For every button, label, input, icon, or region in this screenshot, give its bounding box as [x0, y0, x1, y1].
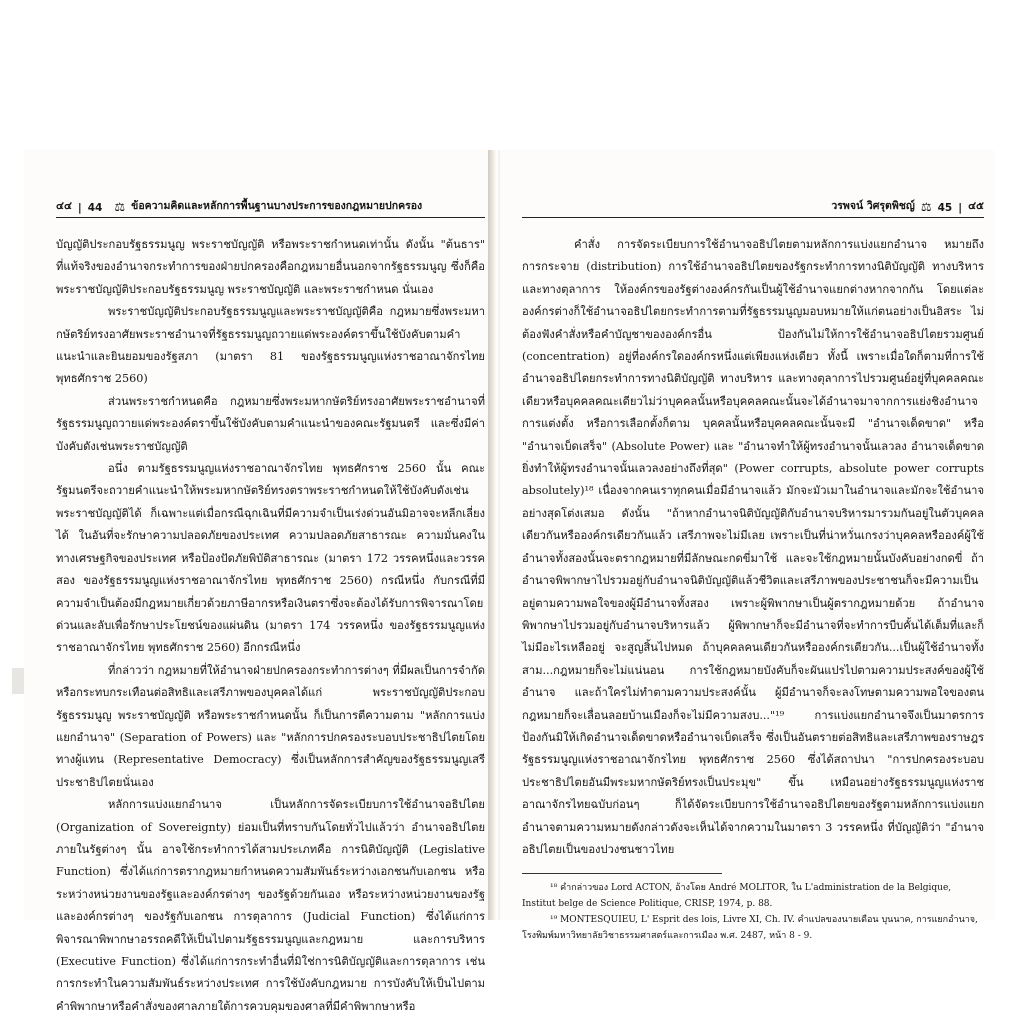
- page-separator: |: [958, 202, 963, 214]
- page-number: 44: [87, 202, 103, 214]
- paragraph: คำสั่ง การจัดระเบียบการใช้อำนาจอธิปไตยตามหลักการแบ่งแยกอำนาจ หมายถึง การกระจาย (distribution) การใช้อำนาจอธิปไตยของรัฐกระทำการทางนิติบัญญัติ ทางบริหาร และทางตุลาการ ให้องค์กรของรัฐต่างองค์กรกันเป็นผู้ใช้อำนาจแยกต่างหากจากกัน โดยแต่ละองค์กรต่างก็ใช้อำนาจอธิปไตยกระทำการตามที่รัฐธรรมนูญมอบหมายให้แก่ตนอย่างเป็นอิสระ ไม่ต้องฟังคำสั่งหรือคำบัญชาขององค์กรอื่น ป้องกันไม่ให้การใช้อำนาจอธิปไตยรวมศูนย์ (concentration) อยู่ที่องค์กรใดองค์กรหนึ่งแต่เพียงแห่งเดียว ทั้งนี้ เพราะเมื่อใดก็ตามที่การใช้อำนาจอธิปไตยกระทำการทางนิติบัญญัติ ทางบริหาร และทางตุลาการไปรวมศูนย์อยู่ที่บุคคลคณะเดียวหรือบุคคลคณะเดียวไม่ว่าบุคคลนั้นหรือบุคคลคณะนั้นจะได้อำนาจมาจากการแย่งชิงอำนาจ การแต่งตั้ง หรือการเลือกตั้งก็ตาม บุคคลนั้นหรือบุคคลคณะนั้นจะมี "อำนาจเด็ดขาด" หรือ "อำนาจเบ็ดเสร็จ" (Absolute Power) และ "อำนาจทำให้ผู้ทรงอำนาจนั้นเลวลง อำนาจเด็ดขาดยิ่งทำให้ผู้ทรงอำนาจนั้นเลวลงอย่างถึงที่สุด" (Power corrupts, absolute power corrupts absolutely)¹⁸ เนื่องจากคนเราทุกคนเมื่อมีอำนาจแล้ว มักจะมัวเมาในอำนาจและมักจะใช้อำนาจอย่างสุดโต่งเสมอ ดังนั้น "ถ้าหากอำนาจนิติบัญญัติกับอำนาจบริหารมารวมกันอยู่ในตัวบุคคลเดียวกันหรือองค์กรเดียวกันแล้ว เสรีภาพจะไม่มีเลย เพราะเป็นที่น่าหวั่นเกรงว่าบุคคลหรือองค์ผู้ใช้อำนาจทั้งสองนั้นจะตรากฎหมายที่มีลักษณะกดขี่มาใช้ และจะใช้กฎหมายนั้นบังคับอย่างกดขี่ ถ้าอำนาจพิพากษาไปรวมอยู่กับอำนาจนิติบัญญัติแล้วชีวิตและเสรีภาพของประชาชนก็จะมีความเป็นอยู่ตามความพอใจของผู้มีอำนาจทั้งสอง เพราะผู้พิพากษาเป็นผู้ตรากฎหมายด้วย ถ้าอำนาจพิพากษาไปรวมอยู่กับอำนาจบริหารแล้ว ผู้พิพากษาก็จะมีอำนาจที่จะทำการบีบคั้นได้เต็มที่และก็ไม่มีอะไรเหลืออยู่ จะสูญสิ้นไปหมด ถ้าบุคคลคนเดียวกันหรือองค์กรเดียวกัน...เป็นผู้ใช้อำนาจทั้งสาม...กฎหมายก็จะไม่แน่นอน การใช้กฎหมายบังคับก็จะผันแปรไปตามความประสงค์ของผู้ใช้อำนาจ และถ้าใครไม่ทำตามความประสงค์นั้น ผู้มีอำนาจก็จะลงโทษตามความพอใจของตน กฎหมายก็จะเลื่อนลอยบ้านเมืองก็จะไม่มีความสงบ..."¹⁹ การแบ่งแยกอำนาจจึงเป็นมาตรการป้องกันมิให้เกิดอำนาจเด็ดขาดหรืออำนาจเบ็ดเสร็จ ซึ่งเป็นอันตรายต่อสิทธิและเสรีภาพของราษฎร รัฐธรรมนูญแห่งราชอาณาจักรไทย พุทธศักราช 2560 ซึ่งได้สถาปนา "การปกครองระบอบประชาธิปไตยอันมีพระมหากษัตริย์ทรงเป็นประมุข" ขึ้น เหมือนอย่างรัฐธรรมนูญแห่งราชอาณาจักรไทยฉบับก่อนๆ ก็ได้จัดระเบียบการใช้อำนาจอธิปไตยของรัฐตามหลักการแบ่งแยกอำนาจตามความหมายดังกล่าวดังจะเห็นได้จากความในมาตรา 3 วรรคหนึ่ง ที่บัญญัติว่า "อำนาจอธิปไตยเป็นของปวงชนชาวไทย: [522, 238, 984, 856]
- footnote: ¹⁹ MONTESQUIEU, L' Esprit des lois, Livre XI, Ch. IV. คำแปลของนายเดือน บุนนาค, การแยกอำนาจ, โรงพิมพ์มหาวิทยาลัยวิชาธรรมศาสตร์และการเมือง พ.ศ. 2487, หน้า 8 - 9.: [522, 915, 978, 942]
- author-name: วรพจน์ วิศรุตพิชญ์: [831, 200, 915, 212]
- scales-of-justice-icon: ⚖: [920, 200, 932, 214]
- paragraph: พระราชบัญญัติประกอบรัฐธรรมนูญและพระราชบัญญัติคือ กฎหมายซึ่งพระมหากษัตริย์ทรงอาศัยพระราชอำนาจที่รัฐธรรมนูญถวายแด่พระองค์ตราขึ้นใช้บังคับตามคำแนะนำและยินยอมของรัฐสภา (มาตรา 81 ของรัฐธรรมนูญแห่งราชอาณาจักรไทย พุทธศักราช 2560): [56, 305, 485, 386]
- right-page: [500, 150, 994, 942]
- left-page: [24, 150, 494, 1013]
- paragraph: อนึ่ง ตามรัฐธรรมนูญแห่งราชอาณาจักรไทย พุทธศักราช 2560 นั้น คณะรัฐมนตรีจะถวายคำแนะนำให้พระมหากษัตริย์ทรงตราพระราชกำหนดให้ใช้บังคับดังเช่นพระราชบัญญัติได้ ก็เฉพาะแต่เมื่อกรณีฉุกเฉินที่มีความจำเป็นเร่งด่วนอันมิอาจจะหลีกเลี่ยงได้ ในอันที่จะรักษาความปลอดภัยของประเทศ ความปลอดภัยสาธารณะ ความมั่นคงในทางเศรษฐกิจของประเทศ หรือป้องปัดภัยพิบัติสาธารณะ (มาตรา 172 วรรคหนึ่งและวรรคสอง ของรัฐธรรมนูญแห่งราชอาณาจักรไทย พุทธศักราช 2560) กรณีหนึ่ง กับกรณีที่มีความจำเป็นต้องมีกฎหมายเกี่ยวด้วยภาษีอากรหรือเงินตราซึ่งจะต้องได้รับการพิจารณาโดยด่วนและลับเพื่อรักษาประโยชน์ของแผ่นดิน (มาตรา 174 วรรคหนึ่ง ของรัฐธรรมนูญแห่งราชอาณาจักรไทย พุทธศักราช 2560) อีกกรณีหนึ่ง: [56, 462, 485, 655]
- scales-of-justice-icon: ⚖: [114, 200, 126, 214]
- footnote: ¹⁸ คำกล่าวของ Lord ACTON, อ้างโดย André MOLITOR, ใน L'administration de la Belgique, Institut belge de Science Politique, CRISP, 1974, p. 88.: [522, 883, 952, 910]
- page-separator: |: [77, 202, 82, 214]
- right-page-header: [522, 192, 984, 218]
- paragraph: บัญญัติประกอบรัฐธรรมนูญ พระราชบัญญัติ หรือพระราชกำหนดเท่านั้น ดังนั้น "ต้นธาร" ที่แท้จริงของอำนาจกระทำการของฝ่ายปกครองคือกฎหมายอื่นนอกจากรัฐธรรมนูญ ซึ่งก็คือ พระราชบัญญัติประกอบรัฐธรรมนูญ พระราชบัญญัติ และพระราชกำหนด นั่นเอง: [56, 238, 485, 296]
- footnote-divider: [522, 873, 722, 874]
- right-page-body: [522, 234, 984, 944]
- page-number-thai: ๔๔: [56, 200, 72, 212]
- left-page-body: [56, 234, 485, 1018]
- paragraph: ที่กล่าวว่า กฎหมายที่ให้อำนาจฝ่ายปกครองกระทำการต่างๆ ที่มีผลเป็นการจำกัดหรือกระทบกระเทือนต่อสิทธิและเสรีภาพของบุคคลได้แก่ พระราชบัญญัติประกอบรัฐธรรมนูญ พระราชบัญญัติ หรือพระราชกำหนดนั้น ก็เป็นการตีความตาม "หลักการแบ่งแยกอำนาจ" (Separation of Powers) และ "หลักการปกครองระบอบประชาธิปไตยโดยทางผู้แทน (Representative Democracy) ซึ่งเป็นหลักการสำคัญของรัฐธรรมนูญเสรีประชาธิปไตยนั่นเอง: [56, 663, 485, 789]
- book-spread: [0, 150, 1024, 1013]
- left-page-header: [56, 192, 485, 218]
- page-edge-mark: [12, 668, 24, 694]
- page-number: 45: [937, 202, 953, 214]
- paragraph: หลักการแบ่งแยกอำนาจ เป็นหลักการจัดระเบียบการใช้อำนาจอธิปไตย (Organization of Sovereignty) ย่อมเป็นที่ทราบกันโดยทั่วไปแล้วว่า อำนาจอธิปไตยภายในรัฐต่างๆ นั้น อาจใช้กระทำการได้สามประเภทคือ การนิติบัญญัติ (Legislative Function) ซึ่งได้แก่การตรากฎหมายกำหนดความสัมพันธ์ระหว่างเอกชนกับเอกชน หรือระหว่างหน่วยงานของรัฐและองค์กรต่างๆ ของรัฐด้วยกันเอง หรือระหว่างหน่วยงานของรัฐและองค์กรต่างๆ ของรัฐกับเอกชน การตุลาการ (Judicial Function) ซึ่งได้แก่การพิจารณาพิพากษาอรรถคดีให้เป็นไปตามรัฐธรรมนูญและกฎหมาย และการบริหาร (Executive Function) ซึ่งได้แก่การกระทำอื่นที่มิใช่การนิติบัญญัติและการตุลาการ เช่น การกระทำในความสัมพันธ์ระหว่างประเทศ การใช้บังคับกฎหมาย การบังคับให้เป็นไปตามคำพิพากษาหรือคำสั่งของศาลภายใต้การควบคุมของศาลที่มีคำพิพากษาหรือ: [56, 798, 485, 1013]
- paragraph: ส่วนพระราชกำหนดคือ กฎหมายซึ่งพระมหากษัตริย์ทรงอาศัยพระราชอำนาจที่รัฐธรรมนูญถวายแด่พระองค์ตราขึ้นใช้บังคับตามคำแนะนำของคณะรัฐมนตรี และซึ่งมีค่าบังคับดังเช่นพระราชบัญญัติ: [56, 394, 485, 453]
- page-number-thai: ๔๕: [968, 200, 984, 212]
- running-title: ข้อความคิดและหลักการพื้นฐานบางประการของกฎหมายปกครอง: [131, 200, 423, 212]
